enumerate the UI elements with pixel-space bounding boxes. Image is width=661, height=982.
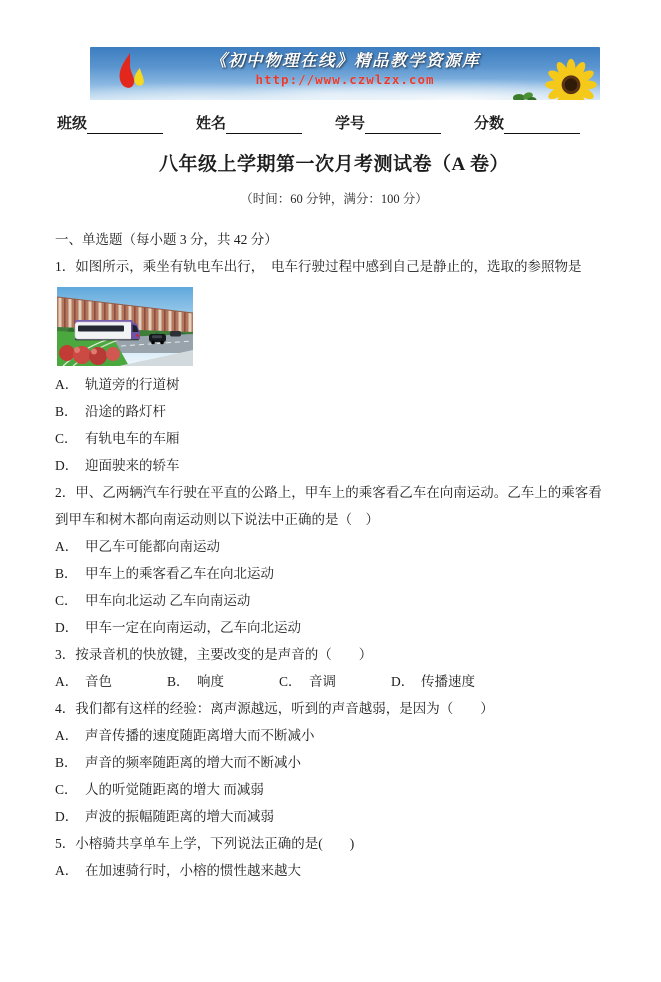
option-letter: D．: [55, 809, 79, 824]
option-letter: B．: [55, 566, 78, 581]
field-score-label: 分数: [474, 116, 505, 132]
option-text: 迎面驶来的轿车: [85, 458, 180, 473]
option-text: 响度: [197, 674, 224, 689]
question-1: [55, 253, 613, 479]
option-letter: D．: [55, 620, 79, 635]
option-text: 甲车一定在向南运动，乙车向北运动: [85, 620, 301, 635]
question-4-option-a: [55, 722, 611, 749]
question-2: [55, 479, 613, 641]
question-4-option-d: [55, 803, 611, 830]
question-2-option-c: [55, 587, 611, 614]
field-student-id-label: 学号: [335, 116, 366, 132]
option-text: 甲乙车可能都向南运动: [85, 539, 220, 554]
sunflower-icon: [544, 58, 598, 100]
field-student-id: [335, 114, 441, 134]
option-letter: D．: [391, 674, 415, 689]
question-3: [55, 641, 613, 695]
field-score: [474, 114, 580, 134]
question-2-option-a: [55, 533, 611, 560]
option-text: 在加速骑行时，小榕的惯性越来越大: [85, 863, 301, 878]
question-2-text: 2．甲、乙两辆汽车行驶在平直的公路上，甲车上的乘客看乙车在向南运动。乙车上的乘客看到甲车和树木都向南运动则以下说法中正确的是（ ）: [55, 485, 602, 527]
option-letter: A．: [55, 674, 79, 689]
option-letter: B．: [55, 755, 78, 770]
option-text: 甲车向北运动 乙车向南运动: [85, 593, 251, 608]
option-letter: C．: [279, 674, 302, 689]
option-text: 轨道旁的行道树: [85, 377, 180, 392]
option-letter: A．: [55, 728, 79, 743]
option-text: 沿途的路灯杆: [85, 404, 166, 419]
student-info-row: [55, 114, 613, 134]
field-name-label: 姓名: [196, 116, 227, 132]
field-student-id-blank: [365, 115, 441, 134]
question-3-option-b: [167, 668, 279, 695]
question-4-text: 4．我们都有这样的经验：离声源越远，听到的声音越弱，是因为（ ）: [55, 701, 494, 716]
option-letter: A．: [55, 539, 79, 554]
leaves-icon: [512, 88, 538, 100]
option-text: 音调: [309, 674, 336, 689]
question-2-option-b: [55, 560, 611, 587]
question-1-option-d: [55, 452, 611, 479]
field-class: [57, 114, 163, 134]
banner-text: [90, 51, 600, 87]
option-text: 有轨电车的车厢: [85, 431, 180, 446]
option-text: 甲车上的乘客看乙车在向北运动: [85, 566, 274, 581]
question-5: [55, 830, 613, 884]
question-3-options: [55, 668, 613, 695]
site-title: 《初中物理在线》精品教学资源库: [210, 51, 480, 70]
option-text: 声音的频率随距离的增大而不断减小: [85, 755, 301, 770]
section-heading: 一、单选题（每小题 3 分，共 42 分）: [55, 232, 278, 247]
field-score-blank: [504, 115, 580, 134]
question-3-option-d: [391, 668, 475, 695]
field-class-blank: [87, 115, 163, 134]
question-1-text: 1．如图所示，乘坐有轨电车出行， 电车行驶过程中感到自己是静止的，选取的参照物是: [55, 259, 582, 274]
site-url: http://www.czwlzx.com: [255, 71, 435, 87]
option-text: 人的听觉随距离的增大 而减弱: [85, 782, 264, 797]
question-4-option-b: [55, 749, 611, 776]
option-letter: D．: [55, 458, 79, 473]
question-5-text: 5．小榕骑共享单车上学，下列说法正确的是( ): [55, 836, 355, 851]
question-1-option-a: [55, 371, 611, 398]
option-text: 音色: [85, 674, 112, 689]
option-letter: A．: [55, 377, 79, 392]
page-subtitle: （时间：60 分钟，满分：100 分）: [240, 192, 428, 206]
question-1-option-c: [55, 425, 611, 452]
option-text: 声波的振幅随距离的增大而减弱: [85, 809, 274, 824]
option-letter: A．: [55, 863, 79, 878]
option-letter: C．: [55, 593, 78, 608]
option-letter: B．: [167, 674, 190, 689]
question-3-option-c: [279, 668, 391, 695]
field-name-blank: [226, 115, 302, 134]
option-letter: C．: [55, 782, 78, 797]
question-4-option-c: [55, 776, 611, 803]
site-banner: [90, 47, 600, 100]
field-name: [196, 114, 302, 134]
option-text: 传播速度: [421, 674, 475, 689]
question-1-tram-image: [57, 287, 193, 366]
option-letter: C．: [55, 431, 78, 446]
question-3-option-a: [55, 668, 167, 695]
page-title: 八年级上学期第一次月考测试卷（A 卷）: [159, 154, 509, 175]
question-3-text: 3．按录音机的快放键，主要改变的是声音的（ ）: [55, 647, 373, 662]
question-4: [55, 695, 613, 830]
question-2-option-d: [55, 614, 611, 641]
question-1-option-b: [55, 398, 611, 425]
option-text: 声音传播的速度随距离增大而不断减小: [85, 728, 315, 743]
question-5-option-a: [55, 857, 611, 884]
option-letter: B．: [55, 404, 78, 419]
exam-paper-page: [0, 47, 661, 982]
field-class-label: 班级: [57, 116, 88, 132]
